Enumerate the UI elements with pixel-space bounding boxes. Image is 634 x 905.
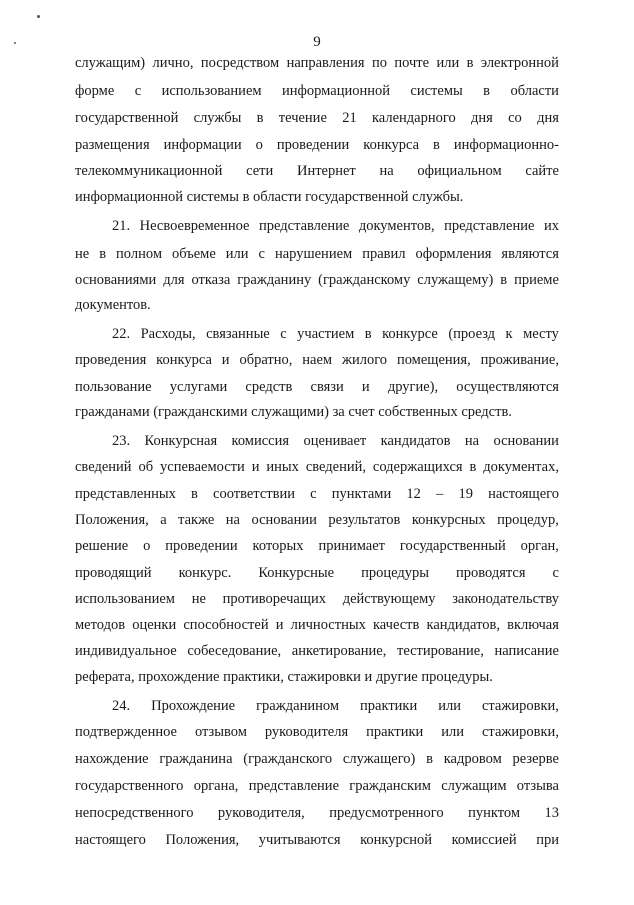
word: и bbox=[275, 617, 284, 633]
word: 23. bbox=[112, 433, 131, 449]
word: при bbox=[536, 832, 559, 848]
word: кандидатов, bbox=[426, 617, 500, 633]
text-line bbox=[75, 484, 559, 504]
word: помещения, bbox=[396, 352, 471, 368]
word: конкурсе bbox=[382, 326, 438, 342]
word: проводятся bbox=[455, 565, 526, 581]
word: сети bbox=[246, 163, 274, 179]
word: системы bbox=[410, 83, 463, 99]
word: в bbox=[469, 459, 477, 475]
word: другие), bbox=[387, 379, 439, 395]
word: объеме bbox=[171, 246, 216, 262]
word: представление bbox=[248, 778, 340, 794]
word: и bbox=[361, 379, 370, 395]
word: конкурса bbox=[156, 352, 212, 368]
word: или bbox=[438, 698, 461, 714]
word: по bbox=[371, 55, 387, 71]
word: результатов bbox=[328, 512, 401, 528]
word: дня bbox=[537, 110, 559, 126]
word: 24. bbox=[112, 698, 131, 714]
word: информационной bbox=[281, 83, 390, 99]
text-line bbox=[112, 431, 559, 451]
word: обратно, bbox=[239, 352, 293, 368]
word: телекоммуникационной bbox=[75, 163, 223, 179]
text-line: реферата, прохождение практики, стажировки и другие процедуры. bbox=[75, 669, 493, 685]
word: конкурса bbox=[363, 137, 420, 153]
word: гражданином bbox=[256, 698, 340, 714]
word: индивидуальное bbox=[75, 643, 177, 659]
word: предусмотренного bbox=[329, 805, 444, 821]
word: конкурсной bbox=[360, 832, 432, 848]
word: услугами bbox=[169, 379, 228, 395]
word: отзывом bbox=[194, 724, 247, 740]
word: соответствии bbox=[213, 486, 295, 502]
word: документах, bbox=[483, 459, 559, 475]
word: конкурс. bbox=[178, 565, 232, 581]
word: успеваемости bbox=[160, 459, 245, 475]
word: в bbox=[466, 55, 474, 71]
word: средств bbox=[245, 379, 293, 395]
word: официальном bbox=[417, 163, 502, 179]
word: в bbox=[500, 272, 508, 288]
word: кадровом bbox=[443, 751, 502, 767]
word: документов, bbox=[358, 218, 435, 234]
text-line bbox=[75, 81, 559, 101]
word: написание bbox=[494, 643, 559, 659]
word: в bbox=[483, 83, 491, 99]
word: руководителя bbox=[264, 724, 349, 740]
word: органа, bbox=[193, 778, 239, 794]
word: наем bbox=[302, 352, 333, 368]
word: нахождение bbox=[75, 751, 149, 767]
word: электронной bbox=[480, 55, 559, 71]
word: учитываются bbox=[258, 832, 341, 848]
word: осуществляются bbox=[456, 379, 559, 395]
word: а bbox=[160, 512, 167, 528]
word: о bbox=[143, 538, 151, 554]
word: в bbox=[99, 246, 107, 262]
word: проживание, bbox=[480, 352, 559, 368]
word: практики bbox=[360, 698, 418, 714]
text-line bbox=[75, 830, 559, 850]
word: не bbox=[75, 246, 90, 262]
word: с bbox=[552, 565, 559, 581]
word: комиссией bbox=[451, 832, 517, 848]
word: их bbox=[543, 218, 559, 234]
word: основаниями bbox=[75, 272, 157, 288]
word: и bbox=[251, 459, 260, 475]
word: использованием bbox=[161, 83, 262, 99]
word: полном bbox=[116, 246, 162, 262]
word: календарного bbox=[371, 110, 456, 126]
text-line bbox=[75, 108, 559, 128]
word: включая bbox=[507, 617, 559, 633]
word: кандидатов bbox=[380, 433, 451, 449]
text-line bbox=[75, 244, 559, 264]
word: государственной bbox=[75, 110, 179, 126]
word: 12 bbox=[406, 486, 421, 502]
word: действующему bbox=[342, 591, 436, 607]
word: настоящего bbox=[488, 486, 559, 502]
word: процедур, bbox=[497, 512, 559, 528]
word: и bbox=[221, 352, 230, 368]
text-line bbox=[75, 641, 559, 661]
word: сведений bbox=[75, 459, 132, 475]
word: которых bbox=[252, 538, 304, 554]
word: на bbox=[464, 433, 480, 449]
word: проведения bbox=[75, 352, 147, 368]
word: о bbox=[255, 137, 263, 153]
word: проведении bbox=[165, 538, 238, 554]
word: отзыва bbox=[516, 778, 559, 794]
word: в bbox=[364, 326, 372, 342]
word: нарушением bbox=[274, 246, 353, 262]
word: со bbox=[508, 110, 522, 126]
word: гражданским bbox=[349, 778, 431, 794]
word: не bbox=[191, 591, 206, 607]
word: с bbox=[134, 83, 142, 99]
word: анкетирование, bbox=[291, 643, 387, 659]
word: Положения, bbox=[165, 832, 240, 848]
text-line: гражданами (гражданскими служащими) за счет собственных средств. bbox=[75, 404, 512, 420]
word: или bbox=[436, 55, 460, 71]
word: (гражданскому bbox=[318, 272, 411, 288]
word: комиссия bbox=[231, 433, 290, 449]
word: (гражданского bbox=[243, 751, 333, 767]
word: с bbox=[310, 486, 317, 502]
word: проводящий bbox=[75, 565, 152, 581]
text-line bbox=[75, 510, 559, 530]
word: 21. bbox=[112, 218, 131, 234]
word: решение bbox=[75, 538, 129, 554]
word: гражданина bbox=[159, 751, 233, 767]
word: месту bbox=[523, 326, 559, 342]
word: размещения bbox=[75, 137, 150, 153]
word: представленных bbox=[75, 486, 176, 502]
word: на bbox=[225, 512, 240, 528]
page-number: 9 bbox=[313, 34, 321, 50]
word: служащим) bbox=[75, 55, 146, 71]
word: в bbox=[426, 751, 433, 767]
word: являются bbox=[501, 246, 559, 262]
word: служащему) bbox=[417, 272, 494, 288]
word: с bbox=[280, 326, 287, 342]
word: представление bbox=[444, 218, 535, 234]
word: служащим bbox=[441, 778, 507, 794]
word: основании bbox=[251, 512, 317, 528]
word: собеседование, bbox=[187, 643, 282, 659]
word: приеме bbox=[514, 272, 559, 288]
text-line bbox=[75, 803, 559, 823]
text-line bbox=[75, 722, 559, 742]
text-line bbox=[75, 615, 559, 635]
word: государственного bbox=[75, 778, 184, 794]
word: оформления bbox=[415, 246, 492, 262]
word: основании bbox=[493, 433, 559, 449]
word: 21 bbox=[342, 110, 357, 126]
word: качеств bbox=[372, 617, 420, 633]
word: в bbox=[191, 486, 198, 502]
text-line bbox=[75, 53, 559, 73]
word: методов bbox=[75, 617, 126, 633]
text-line bbox=[75, 350, 559, 370]
text-line bbox=[75, 776, 559, 796]
word: личностных bbox=[290, 617, 366, 633]
word: непосредственного bbox=[75, 805, 194, 821]
word: способностей bbox=[183, 617, 269, 633]
word: руководителя, bbox=[217, 805, 305, 821]
word: противоречащих bbox=[222, 591, 326, 607]
word: Несвоевременное bbox=[139, 218, 250, 234]
word: оценивает bbox=[303, 433, 367, 449]
word: об bbox=[138, 459, 154, 475]
word: оценки bbox=[132, 617, 177, 633]
word: Расходы, bbox=[140, 326, 196, 342]
text-line bbox=[75, 377, 559, 397]
text-line bbox=[75, 589, 559, 609]
word: Конкурсная bbox=[144, 433, 218, 449]
word: принимает bbox=[318, 538, 386, 554]
word: посредством bbox=[200, 55, 280, 71]
text-line bbox=[75, 270, 559, 290]
word: почте bbox=[394, 55, 430, 71]
text-line bbox=[75, 161, 559, 181]
word: государственный bbox=[399, 538, 506, 554]
word: связи bbox=[310, 379, 344, 395]
word: направления bbox=[286, 55, 365, 71]
word: стажировки, bbox=[482, 724, 559, 740]
word: на bbox=[379, 163, 394, 179]
text-line bbox=[75, 457, 559, 477]
word: (проезд bbox=[448, 326, 496, 342]
word: связанные bbox=[206, 326, 270, 342]
word: законодательству bbox=[452, 591, 559, 607]
word: правил bbox=[362, 246, 406, 262]
word: Положения, bbox=[75, 512, 149, 528]
word: Прохождение bbox=[151, 698, 236, 714]
word: Конкурсные bbox=[258, 565, 335, 581]
word: стажировки, bbox=[481, 698, 559, 714]
word: в bbox=[256, 110, 264, 126]
word: подтвержденное bbox=[75, 724, 177, 740]
word: сведений, bbox=[305, 459, 366, 475]
word: Интернет bbox=[296, 163, 356, 179]
word: течение bbox=[278, 110, 327, 126]
text-line bbox=[112, 324, 559, 344]
word: жилого bbox=[341, 352, 388, 368]
text-line bbox=[75, 563, 559, 583]
word: резерве bbox=[512, 751, 559, 767]
word: проведении bbox=[276, 137, 350, 153]
word: конкурсных bbox=[411, 512, 486, 528]
word: службы bbox=[193, 110, 242, 126]
word: использованием bbox=[75, 591, 175, 607]
word: с bbox=[258, 246, 265, 262]
word: иных bbox=[266, 459, 299, 475]
word: 22. bbox=[112, 326, 131, 342]
word: или bbox=[225, 246, 249, 262]
word: процедуры bbox=[361, 565, 429, 581]
word: 19 bbox=[458, 486, 473, 502]
word: или bbox=[441, 724, 465, 740]
word: пользование bbox=[75, 379, 152, 395]
text-line bbox=[112, 696, 559, 716]
word: к bbox=[505, 326, 513, 342]
text-line bbox=[75, 135, 559, 155]
word: представление bbox=[259, 218, 350, 234]
word: участием bbox=[297, 326, 355, 342]
word: форме bbox=[75, 83, 115, 99]
word: тестирование, bbox=[396, 643, 484, 659]
word: лично, bbox=[152, 55, 194, 71]
word: гражданину bbox=[237, 272, 312, 288]
text-line bbox=[112, 216, 559, 236]
word: пунктом bbox=[468, 805, 521, 821]
scan-speck bbox=[37, 15, 40, 18]
word: 13 bbox=[544, 805, 559, 821]
word: также bbox=[178, 512, 215, 528]
word: содержащихся bbox=[372, 459, 463, 475]
text-line: документов. bbox=[75, 297, 151, 313]
text-line bbox=[75, 536, 559, 556]
word: – bbox=[436, 486, 444, 502]
word: служащего) bbox=[342, 751, 416, 767]
word: области bbox=[510, 83, 559, 99]
word: практики bbox=[366, 724, 424, 740]
word: настоящего bbox=[75, 832, 146, 848]
word: информации bbox=[163, 137, 242, 153]
text-line bbox=[75, 749, 559, 769]
word: для bbox=[163, 272, 185, 288]
word: пунктами bbox=[331, 486, 392, 502]
word: дня bbox=[471, 110, 493, 126]
word: в bbox=[433, 137, 440, 153]
word: отказа bbox=[191, 272, 231, 288]
word: орган, bbox=[520, 538, 559, 554]
text-line: информационной системы в области государственной службы. bbox=[75, 189, 464, 205]
word: сайте bbox=[525, 163, 559, 179]
word: информационно- bbox=[453, 137, 559, 153]
